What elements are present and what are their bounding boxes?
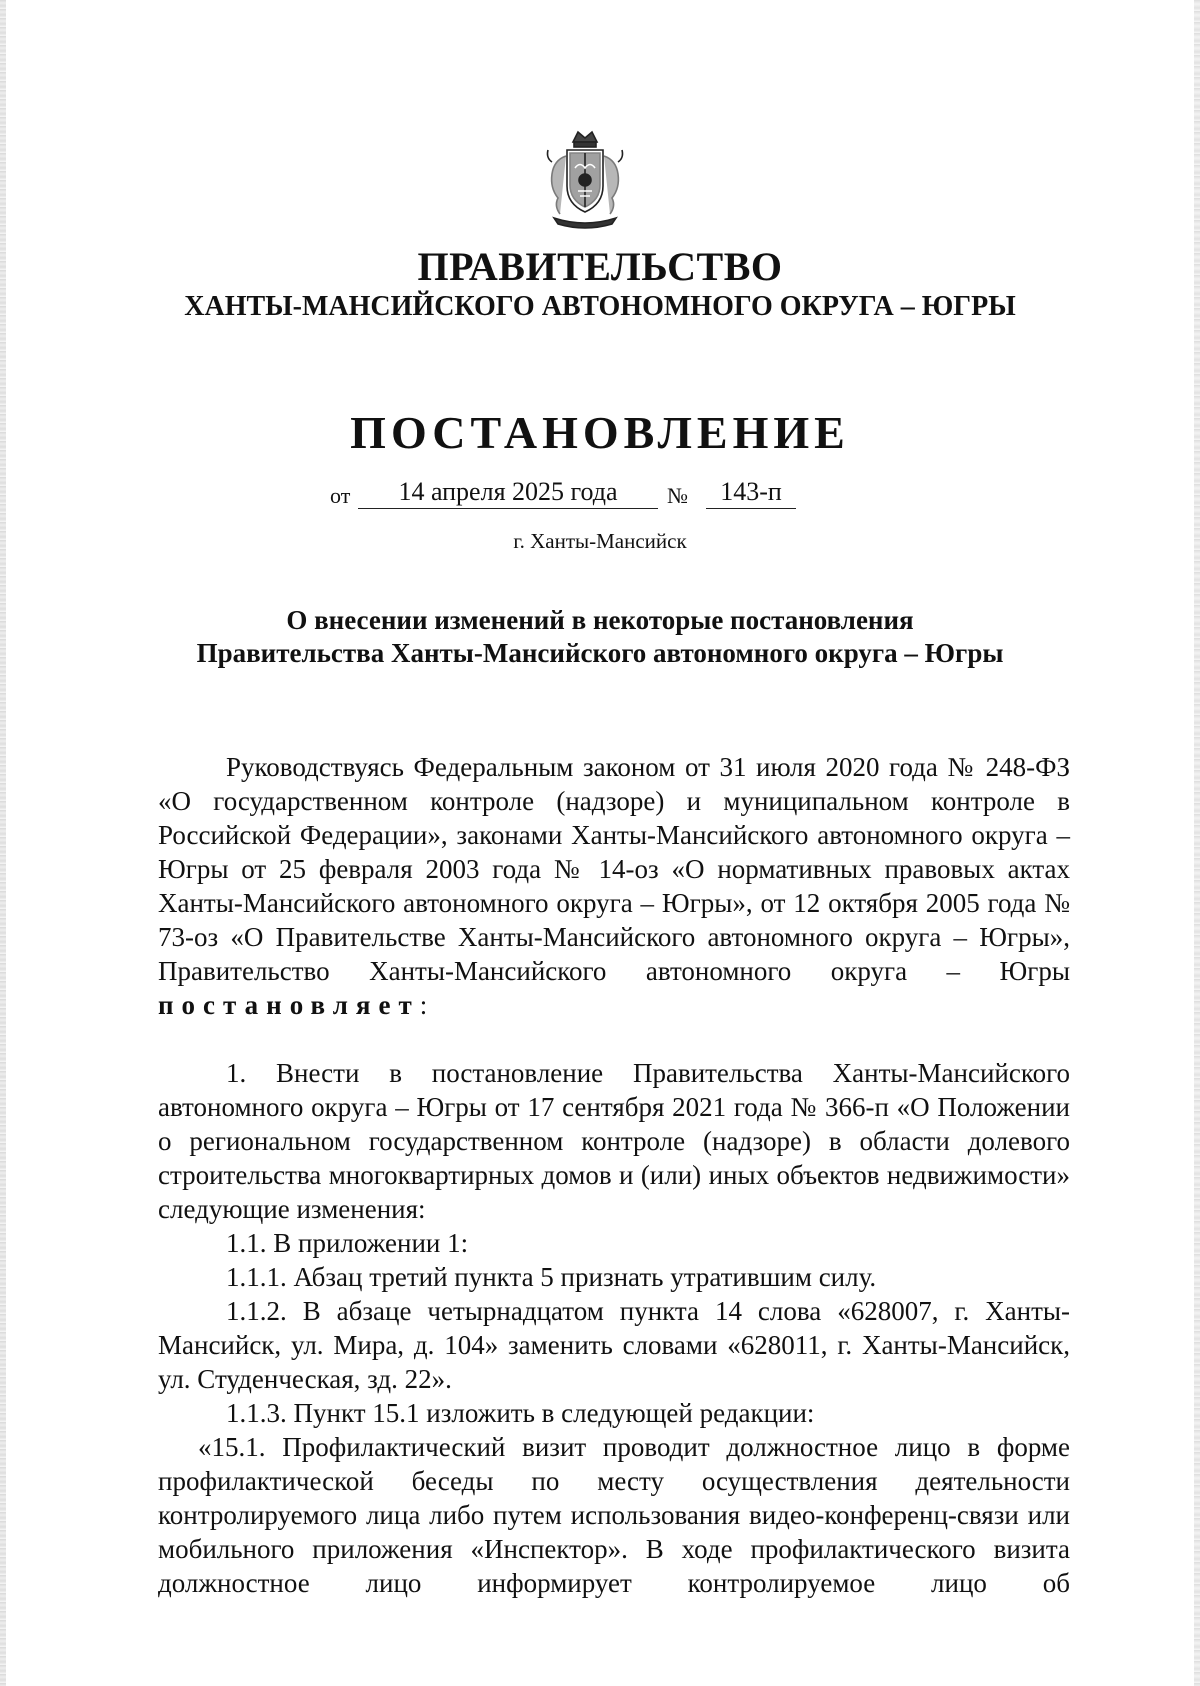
document-body [158, 750, 1070, 1600]
preamble-paragraph [158, 750, 1070, 1022]
city: г. Ханты-Мансийск [513, 529, 687, 553]
item-1: 1. Внести в постановление Правительства Ханты-Мансийского автономного округа – Югры от 17 сентября 2021 года № 366-п «О Положении о региональном государственном контроле (надзоре) в области долевого строительства многоквартирных домов и (или) иных объектов недвижимости» следующие изменения: [158, 1058, 1070, 1224]
item-1-1-2: 1.1.2. В абзаце четырнадцатом пункта 14 слова «628007, г. Ханты-Мансийск, ул. Мира, д. 104» заменить словами «628011, г. Ханты-Мансийск, ул. Студенческая, зд. 22». [158, 1296, 1070, 1394]
org-title: ПРАВИТЕЛЬСТВО [417, 244, 783, 289]
number-prefix: № [667, 483, 688, 508]
date-value: 14 апреля 2025 года [358, 476, 658, 509]
document-heading [0, 604, 1200, 670]
item-1-1: 1.1. В приложении 1: [226, 1228, 469, 1258]
document-type: ПОСТАНОВЛЕНИЕ [350, 407, 850, 458]
heading-line-2: Правительства Ханты-Мансийского автономного округа – Югры [196, 638, 1004, 668]
heading-line-1: О внесении изменений в некоторые постановления [286, 605, 914, 635]
coat-of-arms-emblem-icon [540, 128, 630, 232]
paragraph-gap [158, 1022, 1070, 1056]
item-1-1-3: 1.1.3. Пункт 15.1 изложить в следующей редакции: [226, 1398, 815, 1428]
preamble-end: : [419, 990, 428, 1020]
date-prefix: от [330, 483, 351, 508]
date-number-line [0, 476, 1200, 512]
preamble-decree: постановляет [158, 990, 420, 1020]
number-value: 143-п [706, 476, 796, 509]
preamble-text: Руководствуясь Федеральным законом от 31 июля 2020 года № 248-ФЗ «О государственном контроле (надзоре) и муниципальном контроле в Российской Федерации», законами Ханты-Мансийского автономного округа – Югры от 25 февраля 2003 года № 14-оз «О нормативных правовых актах Ханты-Мансийского автономного округа – Югры», от 12 октября 2005 года № 73-оз «О Правительстве Ханты-Мансийского автономного округа – Югры», Правительство Ханты-Мансийского автономного округа – Югры [158, 752, 1070, 986]
org-subtitle: ХАНТЫ-МАНСИЙСКОГО АВТОНОМНОГО ОКРУГА – ЮГРЫ [184, 291, 1016, 322]
quote-15-1: «15.1. Профилактический визит проводит должностное лицо в форме профилактической беседы по месту осуществления деятельности контролируемого лица либо путем использования видео-конференц-связи или мобильного приложения «Инспектор». В ходе профилактического визита должностное лицо информирует контролируемое лицо об [158, 1432, 1070, 1598]
item-1-1-1: 1.1.1. Абзац третий пункта 5 признать утратившим силу. [226, 1262, 877, 1292]
